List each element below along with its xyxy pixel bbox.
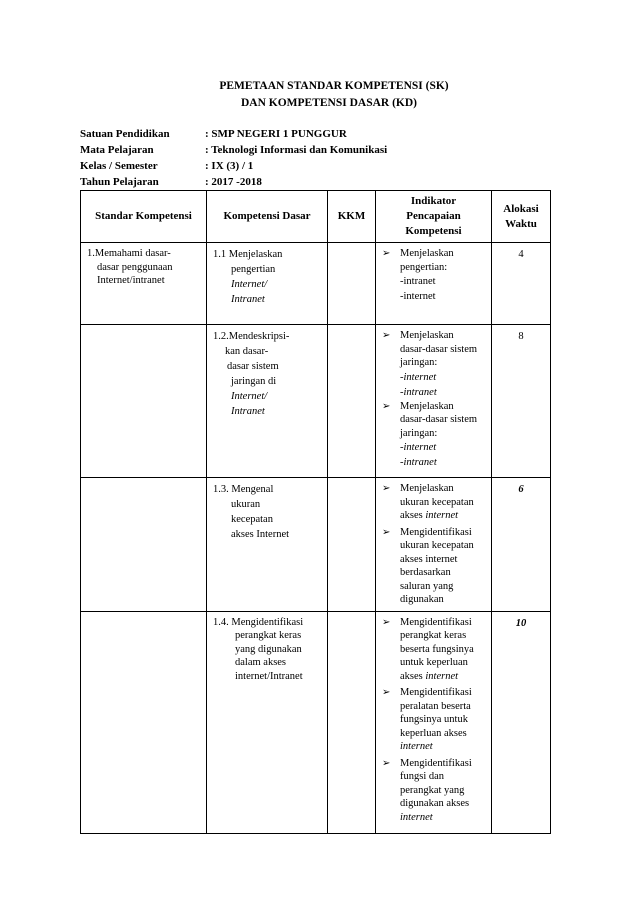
indicator-text: saluran yang xyxy=(400,580,454,592)
indicator-text: pengertian: xyxy=(400,261,448,273)
info-row-subject xyxy=(80,144,387,160)
indicator-item xyxy=(380,616,485,684)
indicator-item xyxy=(380,247,485,274)
indicator-text: internet xyxy=(400,811,433,823)
indicator-text: jaringan: xyxy=(400,357,438,368)
alokasi-value: 10 xyxy=(515,617,527,629)
indicator-text: Menjelaskan xyxy=(400,330,454,341)
indicator-text-part: internet xyxy=(425,670,459,682)
indicator-text: fungsi dan xyxy=(400,771,445,782)
sk-text: Internet/intranet xyxy=(97,275,165,286)
indicator-item xyxy=(380,757,485,825)
arrow-bullet-icon: ➢ xyxy=(382,757,391,769)
indicator-subitem: -intranet xyxy=(400,386,437,398)
indicator-text xyxy=(400,670,485,684)
indicator-text: Menjelaskan xyxy=(400,248,454,259)
kd-text: akses Internet xyxy=(231,529,290,540)
indicator-subitem: -intranet xyxy=(400,276,436,287)
kd-text: ukuran xyxy=(231,499,261,510)
info-row-school xyxy=(80,128,387,144)
indicator-subitem: -internet xyxy=(400,371,437,383)
indicator-text: akses internet xyxy=(400,553,458,565)
kkm-cell xyxy=(328,478,376,612)
kd-text: Intranet xyxy=(231,294,265,305)
indicator-text: Menjelaskan xyxy=(400,400,454,412)
indicator-text: Mengidentifikasi xyxy=(400,526,472,538)
indicator-text: perangkat keras xyxy=(400,630,467,641)
header-ind-line: Kompetensi xyxy=(405,225,462,237)
header-indikator xyxy=(376,191,492,243)
indicator-text: dasar-dasar sistem xyxy=(400,414,478,425)
indicator-text: ukuran kecepatan xyxy=(400,496,474,508)
info-label: Satuan Pendidikan xyxy=(80,128,170,140)
alokasi-value: 8 xyxy=(518,331,524,342)
sk-text: dasar penggunaan xyxy=(97,261,173,273)
info-value: : 2017 -2018 xyxy=(205,176,262,188)
arrow-bullet-icon: ➢ xyxy=(382,526,391,538)
alokasi-value: 4 xyxy=(518,249,524,260)
indicator-text: beserta fungsinya xyxy=(400,643,474,655)
indicator-text: jaringan: xyxy=(400,427,438,439)
arrow-bullet-icon: ➢ xyxy=(382,483,391,494)
indicator-text: Mengidentifikasi xyxy=(400,687,472,698)
info-value: : Teknologi Informasi dan Komunikasi xyxy=(205,144,388,156)
indicator-item xyxy=(380,526,485,607)
indicator-text: Menjelaskan xyxy=(400,483,454,494)
kd-text: dasar sistem xyxy=(227,361,279,372)
kd-cell xyxy=(207,611,328,833)
kkm-cell xyxy=(328,325,376,478)
sk-cell xyxy=(81,243,207,325)
kd-cell xyxy=(207,243,328,325)
kkm-cell xyxy=(328,243,376,325)
indicator-text: digunakan xyxy=(400,594,444,605)
indicator-item xyxy=(380,686,485,754)
indicator-text: perangkat yang xyxy=(400,784,465,796)
kd-text: perangkat keras xyxy=(235,630,302,641)
table-row xyxy=(81,325,551,478)
alokasi-cell xyxy=(492,611,551,833)
arrow-bullet-icon: ➢ xyxy=(382,330,391,341)
indicator-text: peralatan beserta xyxy=(400,700,471,712)
indicator-text: Mengidentifikasi xyxy=(400,616,472,628)
indikator-cell xyxy=(376,243,492,325)
info-label: Tahun Pelajaran xyxy=(80,176,159,188)
kd-text: Internet/ xyxy=(231,279,268,290)
document-info xyxy=(80,128,387,192)
kd-text: jaringan di xyxy=(231,376,277,387)
kd-text: 1.2.Mendeskripsi- xyxy=(213,331,290,342)
header-kd: Kompetensi Dasar xyxy=(207,191,328,243)
header-sk: Standar Kompetensi xyxy=(81,191,207,243)
kd-text: yang digunakan xyxy=(235,643,302,655)
indicator-text: untuk keperluan xyxy=(400,657,468,668)
document-title-line1: PEMETAAN STANDAR KOMPETENSI (SK) xyxy=(219,80,449,92)
kd-text: dalam akses xyxy=(235,657,287,668)
kd-text: 1.1 Menjelaskan xyxy=(213,249,283,260)
header-ind-line: Indikator xyxy=(410,195,457,207)
alokasi-cell xyxy=(492,478,551,612)
info-label: Mata Pelajaran xyxy=(80,144,154,156)
indicator-text: dasar-dasar sistem xyxy=(400,343,478,355)
indikator-cell xyxy=(376,611,492,833)
kd-cell xyxy=(207,325,328,478)
indicator-text: berdasarkan xyxy=(400,567,451,578)
indicator-text-part: akses xyxy=(400,510,426,521)
kd-text: Intranet xyxy=(231,406,265,417)
kd-text: pengertian xyxy=(231,264,276,275)
indicator-item xyxy=(380,482,485,523)
header-ind-line: Pencapaian xyxy=(406,210,461,222)
header-alokasi-waktu xyxy=(492,191,551,243)
alokasi-value: 6 xyxy=(518,484,524,495)
indicator-text: ukuran kecepatan xyxy=(400,540,474,551)
table-row xyxy=(81,611,551,833)
indicator-subitem: -internet xyxy=(400,291,436,302)
kkm-cell xyxy=(328,611,376,833)
alokasi-cell xyxy=(492,325,551,478)
arrow-bullet-icon: ➢ xyxy=(382,687,391,698)
kd-text: kan dasar- xyxy=(225,346,269,357)
kd-cell xyxy=(207,478,328,612)
indicator-text xyxy=(400,509,485,523)
indicator-subitem: -intranet xyxy=(400,457,437,468)
indikator-cell xyxy=(376,478,492,612)
indicator-text-part: akses xyxy=(400,670,426,682)
arrow-bullet-icon: ➢ xyxy=(382,616,391,628)
info-value: : IX (3) / 1 xyxy=(205,160,254,172)
kd-text: internet/Intranet xyxy=(235,670,303,682)
indicator-text-part: internet xyxy=(425,510,459,521)
header-aw-line: Alokasi xyxy=(503,202,539,215)
indicator-item xyxy=(380,329,485,370)
indicator-text: keperluan akses xyxy=(400,727,467,739)
indicator-text: internet xyxy=(400,741,433,752)
indicator-text: fungsinya untuk xyxy=(400,714,468,725)
arrow-bullet-icon: ➢ xyxy=(382,400,391,412)
kd-text: 1.3. Mengenal xyxy=(213,484,274,495)
header-aw-line: Waktu xyxy=(505,217,537,230)
indicator-item xyxy=(380,400,485,441)
sk-cell xyxy=(81,478,207,612)
indicator-text: Mengidentifikasi xyxy=(400,757,472,769)
info-row-class xyxy=(80,160,387,176)
sk-text: 1.Memahami dasar- xyxy=(87,248,171,259)
sk-cell xyxy=(81,325,207,478)
arrow-bullet-icon: ➢ xyxy=(382,248,391,259)
header-kkm: KKM xyxy=(328,191,376,243)
table-row xyxy=(81,478,551,612)
kd-text: kecepatan xyxy=(231,514,273,525)
kd-text: 1.4. Mengidentifikasi xyxy=(213,616,304,628)
indikator-cell xyxy=(376,325,492,478)
document-title-line2: DAN KOMPETENSI DASAR (KD) xyxy=(240,97,418,109)
competency-table xyxy=(80,190,551,834)
indicator-text: digunakan akses xyxy=(400,798,470,809)
table-row xyxy=(81,243,551,325)
table-header-row xyxy=(81,191,551,243)
info-label: Kelas / Semester xyxy=(80,160,158,172)
alokasi-cell xyxy=(492,243,551,325)
info-value: : SMP NEGERI 1 PUNGGUR xyxy=(205,128,347,140)
indicator-subitem: -internet xyxy=(400,442,437,453)
sk-cell xyxy=(81,611,207,833)
kd-text: Internet/ xyxy=(231,391,268,402)
